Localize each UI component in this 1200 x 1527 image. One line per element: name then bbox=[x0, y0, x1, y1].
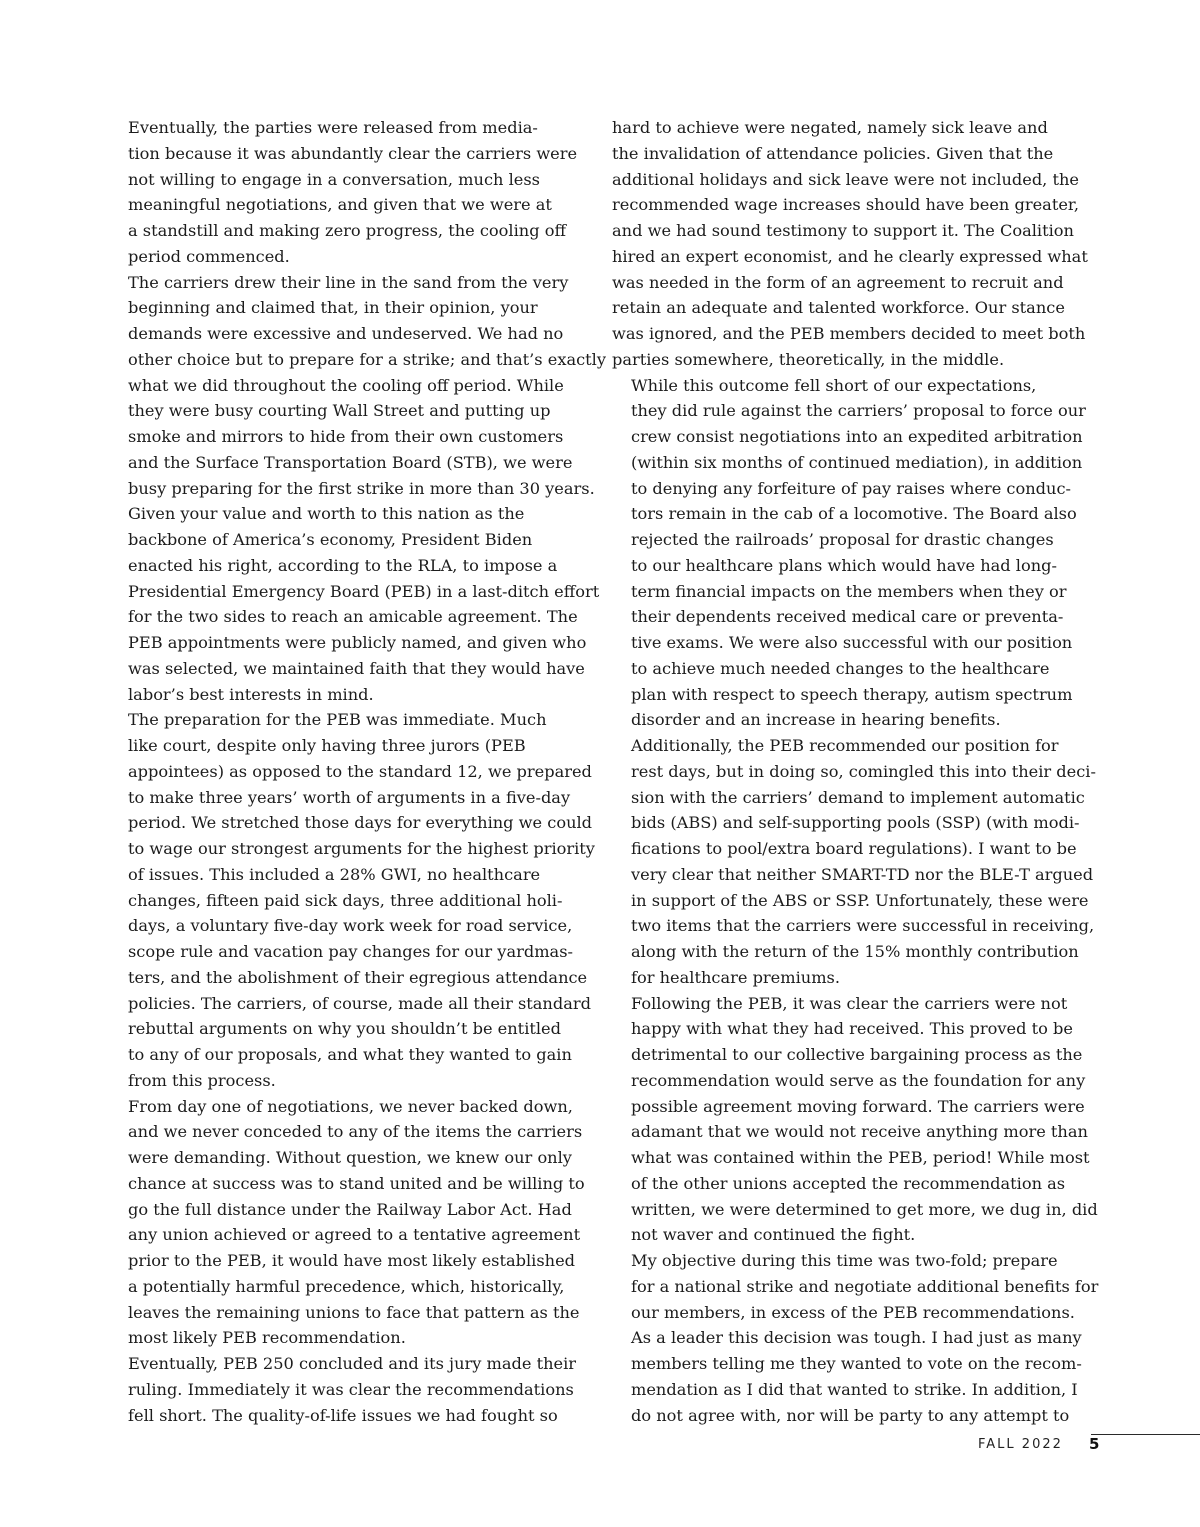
text-line: from this process. bbox=[128, 1070, 276, 1090]
text-line: bids (ABS) and self-supporting pools (SSP) (with modi- bbox=[631, 813, 1080, 833]
text-line: to achieve much needed changes to the healthcare bbox=[631, 658, 1050, 678]
text-line: From day one of negotiations, we never backed down, bbox=[128, 1096, 573, 1116]
text-line: demands were excessive and undeserved. We had no bbox=[128, 324, 564, 343]
text-line: adamant that we would not receive anything more than bbox=[631, 1122, 1088, 1142]
paragraph bbox=[612, 991, 1098, 1249]
text-line: Given your value and worth to this nation as the bbox=[128, 504, 525, 524]
text-line: to denying any forfeiture of pay raises where conduc- bbox=[631, 478, 1071, 498]
paragraph bbox=[612, 733, 1096, 991]
text-line: sion with the carriers’ demand to implement automatic bbox=[631, 787, 1085, 807]
paragraph bbox=[109, 707, 595, 1093]
text-line: period commenced. bbox=[128, 246, 290, 266]
text-line: to our healthcare plans which would have had long- bbox=[631, 555, 1057, 575]
text-line: to wage our strongest arguments for the highest priority bbox=[128, 839, 595, 858]
text-line: go the full distance under the Railway Labor Act. Had bbox=[128, 1199, 572, 1219]
text-line: recommendation would serve as the foundation for any bbox=[631, 1070, 1086, 1090]
text-line: two items that the carriers were successful in receiving, bbox=[631, 916, 1095, 936]
paragraph bbox=[109, 1351, 589, 1428]
text-line: prior to the PEB, it would have most likely established bbox=[128, 1251, 576, 1270]
text-line: they did rule against the carriers’ proposal to force our bbox=[631, 401, 1086, 421]
paragraph bbox=[612, 1248, 1099, 1428]
text-line: policies. The carriers, of course, made all their standard bbox=[128, 993, 591, 1013]
text-line: Following the PEB, it was clear the carriers were not bbox=[631, 993, 1068, 1013]
text-line: labor’s best interests in mind. bbox=[128, 684, 374, 704]
text-line: tors remain in the cab of a locomotive. The Board also bbox=[631, 504, 1077, 524]
text-line: Presidential Emergency Board (PEB) in a last-ditch effort bbox=[128, 581, 600, 601]
text-line: fications to pool/extra board regulations). I want to be bbox=[631, 839, 1077, 858]
paragraph bbox=[109, 501, 600, 707]
text-line: mendation as I did that wanted to strike. In addition, I bbox=[631, 1379, 1078, 1399]
text-line: a potentially harmful precedence, which, historically, bbox=[128, 1276, 565, 1296]
left-column bbox=[109, 115, 606, 1428]
text-line: rebuttal arguments on why you shouldn’t be entitled bbox=[128, 1019, 561, 1039]
text-line: like court, despite only having three jurors (PEB bbox=[128, 736, 526, 755]
text-line: beginning and claimed that, in their opinion, your bbox=[128, 298, 538, 318]
text-line: our members, in excess of the PEB recommendations. bbox=[631, 1302, 1075, 1322]
text-line: not willing to engage in a conversation, much less bbox=[128, 169, 540, 189]
text-line: hard to achieve were negated, namely sick leave and bbox=[612, 118, 1048, 137]
text-line: meaningful negotiations, and given that we were at bbox=[128, 195, 552, 215]
paragraph bbox=[109, 1094, 589, 1352]
text-line: busy preparing for the first strike in more than 30 years. bbox=[128, 478, 595, 498]
text-line: hired an expert economist, and he clearly expressed what bbox=[612, 246, 1088, 266]
text-line: detrimental to our collective bargaining process as the bbox=[631, 1045, 1083, 1064]
text-line: written, we were determined to get more, we dug in, did bbox=[631, 1199, 1098, 1219]
text-line: ruling. Immediately it was clear the recommendations bbox=[128, 1379, 574, 1399]
text-line: parties somewhere, theoretically, in the middle. bbox=[612, 349, 1005, 369]
text-line: days, a voluntary five-day work week for road service, bbox=[128, 916, 573, 936]
paragraph bbox=[612, 115, 1092, 373]
text-line: PEB appointments were publicly named, and given who bbox=[128, 633, 587, 652]
text-line: The preparation for the PEB was immediate. Much bbox=[128, 710, 547, 730]
text-line: to any of our proposals, and what they wanted to gain bbox=[128, 1045, 572, 1064]
text-line: recommended wage increases should have been greater, bbox=[612, 195, 1080, 215]
text-line: and we never conceded to any of the items the carriers bbox=[128, 1122, 583, 1142]
text-line: rejected the railroads’ proposal for drastic changes bbox=[631, 530, 1054, 549]
text-line: additional holidays and sick leave were not included, the bbox=[612, 169, 1079, 189]
text-line: very clear that neither SMART-TD nor the BLE-T argued bbox=[631, 864, 1094, 884]
text-line: not waver and continued the fight. bbox=[631, 1225, 916, 1245]
text-line: changes, fifteen paid sick days, three additional holi- bbox=[128, 890, 563, 910]
text-line: tive exams. We were also successful with our position bbox=[631, 633, 1073, 652]
text-line: of issues. This included a 28% GWI, no healthcare bbox=[128, 864, 541, 884]
text-line: they were busy courting Wall Street and putting up bbox=[128, 401, 551, 421]
paragraph bbox=[109, 115, 589, 270]
text-line: term financial impacts on the members when they or bbox=[631, 581, 1067, 601]
text-line: their dependents received medical care or preventa- bbox=[631, 607, 1064, 627]
text-line: chance at success was to stand united and be willing to bbox=[128, 1173, 585, 1193]
text-line: tion because it was abundantly clear the carriers were bbox=[128, 143, 578, 163]
text-line: fell short. The quality-of-life issues we had fought so bbox=[128, 1405, 558, 1425]
text-line: was needed in the form of an agreement to recruit and bbox=[612, 272, 1064, 292]
text-line: backbone of America’s economy, President Biden bbox=[128, 530, 533, 549]
text-line: do not agree with, nor will be party to any attempt to bbox=[631, 1405, 1070, 1425]
text-line: of the other unions accepted the recommendation as bbox=[631, 1173, 1066, 1193]
footer-rule bbox=[1091, 1434, 1200, 1435]
text-line: was selected, we maintained faith that they would have bbox=[128, 658, 585, 678]
text-line: appointees) as opposed to the standard 12, we prepared bbox=[128, 761, 592, 781]
text-line: plan with respect to speech therapy, autism spectrum bbox=[631, 684, 1073, 704]
text-line: any union achieved or agreed to a tentative agreement bbox=[128, 1225, 581, 1245]
text-line: was ignored, and the PEB members decided to meet both bbox=[612, 324, 1086, 343]
text-line: members telling me they wanted to vote on the recom- bbox=[631, 1354, 1082, 1373]
text-line: Additionally, the PEB recommended our position for bbox=[631, 736, 1059, 755]
text-line: enacted his right, according to the RLA, to impose a bbox=[128, 555, 558, 575]
text-line: (within six months of continued mediation), in addition bbox=[631, 452, 1083, 472]
text-line: for the two sides to reach an amicable agreement. The bbox=[128, 607, 578, 627]
text-line: ters, and the abolishment of their egregious attendance bbox=[128, 967, 588, 987]
text-line: As a leader this decision was tough. I had just as many bbox=[631, 1328, 1082, 1348]
text-line: leaves the remaining unions to face that pattern as the bbox=[128, 1302, 580, 1322]
text-line: crew consist negotiations into an expedited arbitration bbox=[631, 427, 1083, 446]
text-line: and the Surface Transportation Board (STB), we were bbox=[128, 452, 573, 472]
text-line: the invalidation of attendance policies. Given that the bbox=[612, 143, 1054, 163]
text-line: for a national strike and negotiate additional benefits for bbox=[631, 1276, 1099, 1296]
text-line: retain an adequate and talented workforce. Our stance bbox=[612, 298, 1065, 318]
paragraph bbox=[612, 373, 1092, 734]
text-line: most likely PEB recommendation. bbox=[128, 1328, 406, 1348]
text-line: other choice but to prepare for a strike; and that’s exactly bbox=[128, 349, 606, 369]
text-line: and we had sound testimony to support it. The Coalition bbox=[612, 221, 1074, 240]
text-line: smoke and mirrors to hide from their own customers bbox=[128, 427, 564, 446]
text-line: My objective during this time was two-fold; prepare bbox=[631, 1251, 1058, 1270]
text-line: Eventually, PEB 250 concluded and its jury made their bbox=[128, 1354, 577, 1373]
text-line: to make three years’ worth of arguments in a five-day bbox=[128, 787, 571, 807]
text-line: were demanding. Without question, we knew our only bbox=[128, 1148, 572, 1167]
text-line: happy with what they had received. This proved to be bbox=[631, 1019, 1073, 1039]
issue-label: FALL 2022 bbox=[978, 1437, 1063, 1452]
text-line: what we did throughout the cooling off period. While bbox=[128, 375, 564, 395]
page-number: 5 bbox=[1089, 1435, 1100, 1453]
paragraph bbox=[109, 270, 606, 502]
text-line: in support of the ABS or SSP. Unfortunately, these were bbox=[631, 890, 1089, 910]
text-line: disorder and an increase in hearing benefits. bbox=[631, 710, 1001, 730]
text-line: for healthcare premiums. bbox=[631, 967, 840, 987]
text-line: what was contained within the PEB, period! While most bbox=[631, 1148, 1090, 1167]
text-line: While this outcome fell short of our expectations, bbox=[631, 375, 1037, 395]
text-line: The carriers drew their line in the sand from the very bbox=[128, 272, 569, 292]
text-line: along with the return of the 15% monthly contribution bbox=[631, 942, 1079, 961]
text-line: period. We stretched those days for everything we could bbox=[128, 813, 593, 833]
text-line: rest days, but in doing so, comingled this into their deci- bbox=[631, 761, 1096, 781]
text-line: Eventually, the parties were released from media- bbox=[128, 118, 538, 137]
text-line: a standstill and making zero progress, the cooling off bbox=[128, 221, 566, 240]
right-column bbox=[612, 115, 1099, 1428]
text-line: scope rule and vacation pay changes for our yardmas- bbox=[128, 942, 573, 961]
text-line: possible agreement moving forward. The carriers were bbox=[631, 1096, 1085, 1116]
